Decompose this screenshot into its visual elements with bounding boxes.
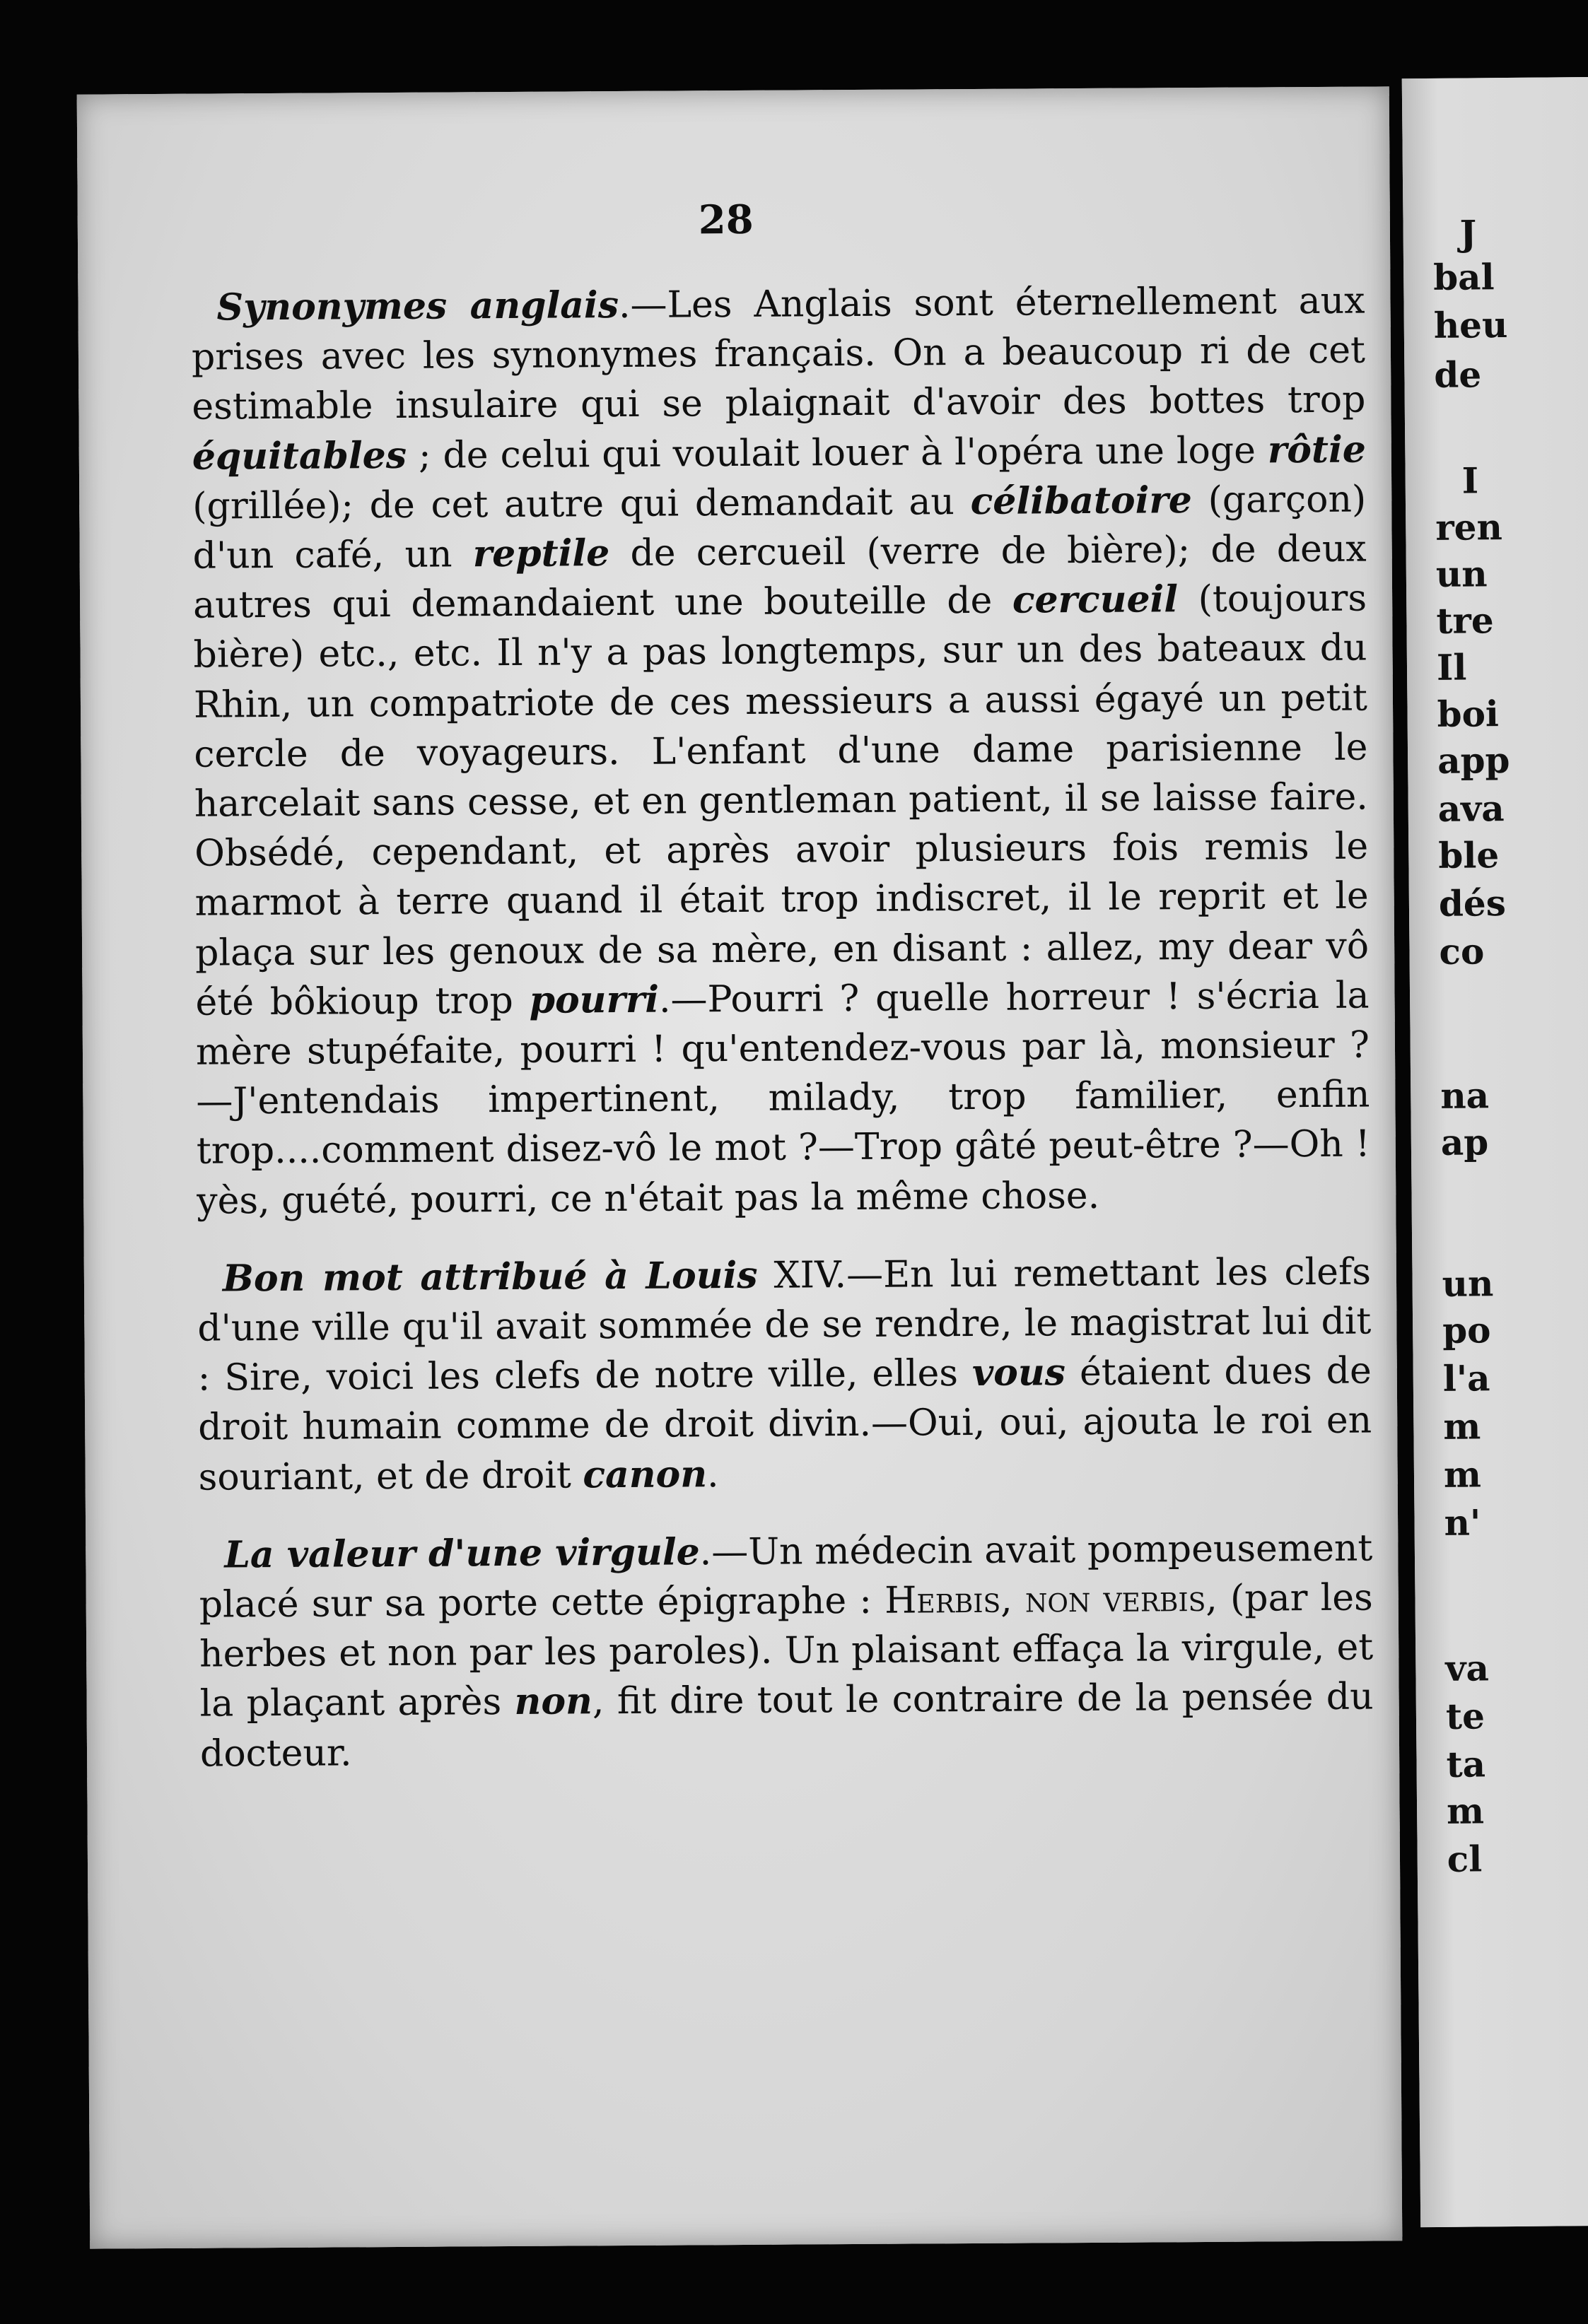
facing-page-fragment: un: [1435, 553, 1488, 595]
body-text: (garçon) d'un café, un: [192, 478, 1367, 577]
emphasized-text: équitables: [192, 433, 407, 479]
paragraph: [199, 1523, 1374, 1778]
body-text: , fit dire tout le contraire de la pensée du docteur.: [199, 1676, 1374, 1776]
body-text: (grillée); de cet autre qui demandait au: [192, 480, 971, 528]
facing-page-fragment: te: [1445, 1695, 1485, 1737]
facing-page-fragment: na: [1440, 1074, 1490, 1117]
facing-page-fragment: bal: [1432, 256, 1495, 298]
facing-page-fragment: heu: [1433, 303, 1508, 346]
facing-page-fragment: ble: [1438, 834, 1500, 876]
facing-page-fragment: ren: [1435, 506, 1503, 548]
page-text: [191, 276, 1374, 1807]
small-caps-text: Herbis, non verbis: [884, 1578, 1206, 1622]
body-text: .—Pourri ? quelle horreur ! s'écria la mère stupéfaite, pourri ! qu'entendez-vous par là, monsieur ?—J'entendais impertinent, milady, trop familier, enfin trop....comment disez-vô le mot ?—Trop gâté peut-être ?—Oh ! yès, guété, pourri, ce n'était pas la même chose.: [195, 974, 1370, 1223]
body-text: XIV.—En lui remettant les clefs d'une ville qu'il avait sommée de se rendre, le magistrat lui dit : Sire, voici les clefs de notre ville, elles: [197, 1250, 1372, 1399]
facing-page-fragment: J: [1459, 212, 1477, 254]
body-text: .—Les Anglais sont éternellement aux prises avec les synonymes français. On a beaucoup ri de cet estimable insulaire qui se plaignait d'avoir des bottes trop: [191, 279, 1366, 429]
body-text: de cercueil (verre de bière); de deux autres qui demandaient une bouteille de: [192, 527, 1367, 627]
facing-page-fragment: un: [1442, 1262, 1494, 1305]
facing-page-edge: [1402, 77, 1588, 2227]
facing-page-fragment: m: [1443, 1453, 1482, 1496]
facing-page-fragment: ava: [1437, 787, 1505, 830]
body-text: étaient dues de droit humain comme de droit divin.—Oui, oui, ajouta le roi en souriant, et de droit: [198, 1349, 1372, 1499]
facing-page-fragment: ta: [1446, 1743, 1486, 1785]
body-text: ; de celui qui voulait louer à l'opéra une loge: [406, 429, 1268, 477]
emphasized-text: reptile: [472, 532, 610, 576]
book-page: [77, 86, 1403, 2248]
facing-page-fragment: app: [1437, 739, 1510, 782]
body-text: .—Un médecin avait pompeusement placé sur sa porte cette épigraphe :: [199, 1527, 1373, 1626]
facing-page-fragment: va: [1445, 1647, 1490, 1689]
facing-page-fragment: l'a: [1442, 1357, 1490, 1399]
emphasized-text: canon: [583, 1452, 708, 1497]
page-number: 28: [698, 196, 754, 244]
facing-page-fragment: po: [1442, 1309, 1491, 1351]
facing-page-fragment: de: [1434, 353, 1482, 396]
paragraph-title: Synonymes anglais: [216, 283, 619, 329]
facing-page-fragment: tre: [1436, 599, 1494, 642]
emphasized-text: rôtie: [1267, 428, 1366, 472]
body-text: .: [706, 1452, 719, 1496]
emphasized-text: cercueil: [1012, 577, 1179, 622]
emphasized-text: célibatoire: [970, 478, 1193, 523]
emphasized-text: vous: [971, 1351, 1066, 1395]
paragraph: [191, 276, 1370, 1226]
emphasized-text: pourri: [529, 978, 660, 1022]
facing-page-fragment: dés: [1438, 882, 1507, 925]
body-text: (toujours bière) etc., etc. Il n'y a pas longtemps, sur un des bateaux du Rhin, un compatriote de ces messieurs a aussi égayé un petit cercle de voyageurs. L'enfant d'une dame parisienne le harcelait sans cesse, et en gentleman patient, il se laisse faire. Obsédé, cependant, et après avoir plusieurs fois remis le marmot à terre quand il était trop indiscret, il le reprit et le plaça sur les genoux de sa mère, en disant : allez, my dear vô été bôkioup trop: [193, 577, 1370, 1024]
facing-page-fragment: m: [1446, 1790, 1485, 1832]
paragraph-title: Bon mot attribué à Louis: [222, 1253, 758, 1301]
facing-page-fragment: co: [1439, 930, 1485, 973]
facing-page-fragment: cl: [1447, 1838, 1483, 1880]
body-text: , (par les herbes et non par les paroles). Un plaisant effaça la virgule, et la plaçant après: [199, 1576, 1374, 1726]
facing-page-fragment: Il: [1436, 646, 1467, 688]
paragraph-title: La valeur d'une virgule: [224, 1530, 700, 1577]
facing-page-fragment: boi: [1437, 693, 1500, 735]
facing-page-fragment: I: [1461, 459, 1479, 502]
paragraph: [197, 1247, 1372, 1502]
facing-page-fragment: ap: [1440, 1121, 1489, 1163]
emphasized-text: non: [514, 1679, 593, 1724]
facing-page-fragment: n': [1444, 1501, 1481, 1544]
facing-page-fragment: m: [1443, 1405, 1481, 1448]
